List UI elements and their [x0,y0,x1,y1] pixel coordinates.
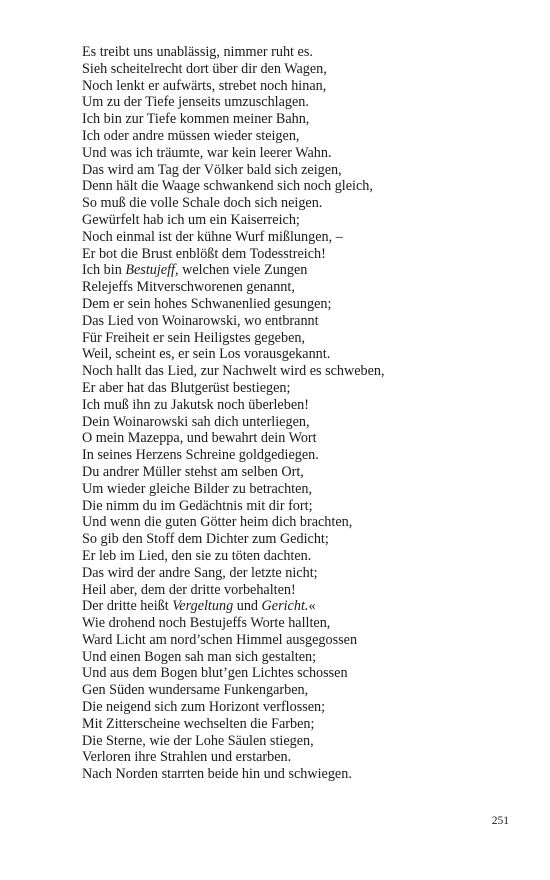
poem-line [82,380,522,397]
line-text: Du andrer Müller stehst am selben Ort, [82,463,304,480]
poem-line [82,212,522,229]
line-text: Ich muß ihn zu Jakutsk noch überleben! [82,396,309,413]
poem-line [82,61,522,78]
line-text: Er aber hat das Blutgerüst bestiegen; [82,379,291,396]
poem-line [82,246,522,263]
line-text: Weil, scheint es, er sein Los vorausgekannt. [82,346,331,363]
poem-line [82,447,522,464]
poem-line [82,481,522,498]
line-text: Für Freiheit er sein Heiligstes gegeben, [82,329,306,346]
line-text: Um zu der Tiefe jenseits umzuschlagen. [82,94,309,111]
line-text: Heil aber, dem der dritte vorbehalten! [82,581,296,598]
line-text: und [233,598,262,615]
poem-line [82,766,522,783]
line-text: Noch hallt das Lied, zur Nachwelt wird es schweben, [82,363,385,380]
poem-line [82,514,522,531]
poem-text [82,44,522,783]
poem-line [82,531,522,548]
poem-line [82,733,522,750]
line-text: Und wenn die guten Götter heim dich brachten, [82,514,353,531]
line-text: Gewürfelt hab ich um ein Kaiserreich; [82,211,300,228]
line-text: Ich oder andre müssen wieder steigen, [82,127,300,144]
poem-line [82,699,522,716]
line-text: Und aus dem Bogen blut’gen Lichtes schossen [82,665,348,682]
line-text: Mit Zitterscheine wechselten die Farben; [82,715,315,732]
line-text: In seines Herzens Schreine goldgediegen. [82,447,319,464]
poem-line [82,430,522,447]
poem-line [82,615,522,632]
line-text: Und was ich träumte, war kein leerer Wahn. [82,144,332,161]
line-text: Relejeffs Mitverschworenen genannt, [82,279,295,296]
poem-line [82,548,522,565]
poem-line [82,94,522,111]
line-text: Noch einmal ist der kühne Wurf mißlungen, – [82,228,343,245]
line-text: Ich bin [82,262,126,279]
poem-line [82,346,522,363]
poem-line [82,44,522,61]
line-text: Ward Licht am nord’schen Himmel ausgegossen [82,631,358,648]
poem-line [82,632,522,649]
poem-line [82,598,522,615]
poem-line [82,128,522,145]
page-number: 251 [491,815,509,827]
poem-line [82,178,522,195]
line-text: Das Lied von Woinarowski, wo entbrannt [82,312,319,329]
line-text: Denn hält die Waage schwankend sich noch gleich, [82,178,373,195]
poem-line [82,665,522,682]
italic-name: Vergeltung [172,598,234,615]
italic-name: Bestujeff, [125,262,179,279]
poem-line [82,565,522,582]
poem-line [82,78,522,95]
poem-line [82,229,522,246]
poem-line [82,464,522,481]
poem-line [82,363,522,380]
poem-line [82,582,522,599]
line-text: Nach Norden starrten beide hin und schwiegen. [82,766,352,783]
poem-line [82,145,522,162]
line-text: Er bot die Brust enblößt dem Todesstreich! [82,245,326,262]
line-text: Das wird am Tag der Völker bald sich zeigen, [82,161,342,178]
poem-line [82,397,522,414]
line-text: Die Sterne, wie der Lohe Säulen stiegen, [82,732,314,749]
line-text: Um wieder gleiche Bilder zu betrachten, [82,480,313,497]
line-text: Sieh scheitelrecht dort über dir den Wagen, [82,60,327,77]
line-text: Er leb im Lied, den sie zu töten dachten. [82,547,312,564]
line-text: Die neigend sich zum Horizont verflossen; [82,699,326,716]
line-text: Gen Süden wundersame Funkengarben, [82,682,309,699]
line-text: Es treibt uns unablässig, nimmer ruht es. [82,44,313,60]
poem-line [82,279,522,296]
poem-line [82,262,522,279]
italic-name: Gericht. [261,598,309,615]
line-text: Ich bin zur Tiefe kommen meiner Bahn, [82,111,310,128]
line-text: Noch lenkt er aufwärts, strebet noch hinan, [82,77,327,94]
poem-line [82,682,522,699]
line-text: Und einen Bogen sah man sich gestalten; [82,648,317,665]
poem-line [82,313,522,330]
line-text: Das wird der andre Sang, der letzte nicht; [82,564,318,581]
line-text: Dein Woinarowski sah dich unterliegen, [82,413,310,430]
line-text: O mein Mazeppa, und bewahrt dein Wort [82,430,317,447]
line-text: So gib den Stoff dem Dichter zum Gedicht; [82,531,329,548]
line-text: Dem er sein hohes Schwanenlied gesungen; [82,295,332,312]
line-text: Die nimm du im Gedächtnis mit dir fort; [82,497,313,514]
poem-line [82,296,522,313]
line-text: Verloren ihre Strahlen und erstarben. [82,749,292,766]
poem-line [82,330,522,347]
poem-line [82,649,522,666]
poem-line [82,162,522,179]
line-text: « [308,598,316,615]
poem-line [82,498,522,515]
poem-line [82,716,522,733]
line-text: Der dritte heißt [82,598,173,615]
poem-line [82,195,522,212]
line-text: Wie drohend noch Bestujeffs Worte hallten, [82,615,331,632]
poem-line [82,749,522,766]
poem-line [82,414,522,431]
poem-line [82,111,522,128]
line-text: welchen viele Zungen [178,262,308,279]
line-text: So muß die volle Schale doch sich neigen. [82,195,323,212]
